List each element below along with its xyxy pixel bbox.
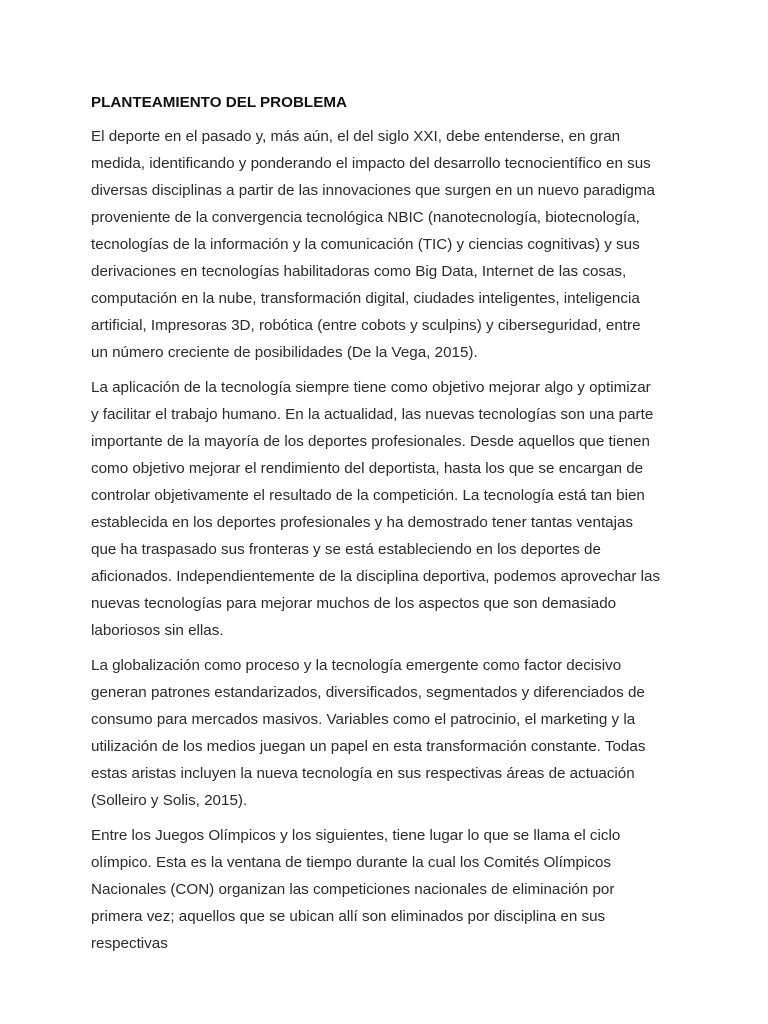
document-body: [91, 92, 661, 965]
paragraph-3: La globalización como proceso y la tecnología emergente como factor decisivo generan patrones estandarizados, diversificados, segmentados y diferenciados de consumo para mercados masivos. Variables como el patrocinio, el marketing y la utilización de los medios juegan un papel en esta transformación constante. Todas estas aristas incluyen la nueva tecnología en sus respectivas áreas de actuación (Solleiro y Solis, 2015).: [91, 657, 646, 809]
section-title: PLANTEAMIENTO DEL PROBLEMA: [91, 94, 347, 111]
paragraph-4: Entre los Juegos Olímpicos y los siguientes, tiene lugar lo que se llama el ciclo olímpico. Esta es la ventana de tiempo durante la cual los Comités Olímpicos Nacionales (CON) organizan las competiciones nacionales de eliminación por primera vez; aquellos que se ubican allí son eliminados por disciplina en sus respectivas: [91, 827, 621, 952]
paragraph-2: La aplicación de la tecnología siempre tiene como objetivo mejorar algo y optimizar y facilitar el trabajo humano. En la actualidad, las nuevas tecnologías son una parte importante de la mayoría de los deportes profesionales. Desde aquellos que tienen como objetivo mejorar el rendimiento del deportista, hasta los que se encargan de controlar objetivamente el resultado de la competición. La tecnología está tan bien establecida en los deportes profesionales y ha demostrado tener tantas ventajas que ha traspasado sus fronteras y se está estableciendo en los deportes de aficionados. Independientemente de la disciplina deportiva, podemos aprovechar las nuevas tecnologías para mejorar muchos de los aspectos que son demasiado laboriosos sin ellas.: [91, 379, 661, 639]
paragraph-1: El deporte en el pasado y, más aún, el del siglo XXI, debe entenderse, en gran medida, identificando y ponderando el impacto del desarrollo tecnocientífico en sus diversas disciplinas a partir de las innovaciones que surgen en un nuevo paradigma proveniente de la convergencia tecnológica NBIC (nanotecnología, biotecnología, tecnologías de la información y la comunicación (TIC) y ciencias cognitivas) y sus derivaciones en tecnologías habilitadoras como Big Data, Internet de las cosas, computación en la nube, transformación digital, ciudades inteligentes, inteligencia artificial, Impresoras 3D, robótica (entre cobots y sculpins) y ciberseguridad, entre un número creciente de posibilidades (De la Vega, 2015).: [91, 128, 655, 361]
